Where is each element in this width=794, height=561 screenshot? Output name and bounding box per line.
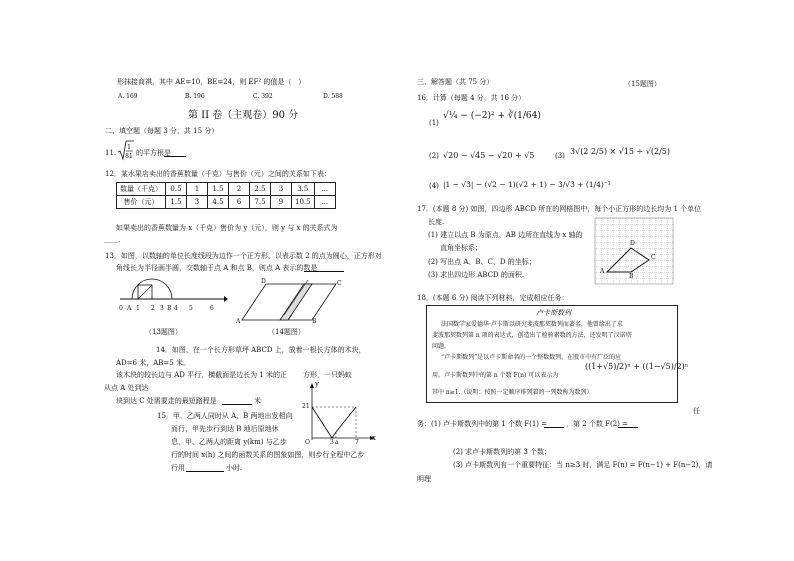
fig14-caption: （14题图） bbox=[268, 328, 305, 336]
box-line: 法国数学家爱德华·卢卡斯以研究斐波那契数列而著名，他曾给出了求 bbox=[441, 321, 623, 328]
q12-text: 12．某水果店卖出的香蕉数量（千克）与售价（元）之间的关系如下表： bbox=[105, 170, 331, 178]
numberline-label: 1 bbox=[136, 305, 140, 312]
q17-line-2: 长度. bbox=[428, 218, 445, 226]
q14-line-5: 块到达 C 处需要走的最短路程是 bbox=[116, 397, 217, 405]
q15-answer-blank[interactable] bbox=[186, 471, 224, 472]
numberline-label: A bbox=[127, 305, 132, 312]
option-a[interactable]: A. 169 bbox=[118, 93, 138, 100]
q15-line-4: 行的时间 x(h) 之间的函数关系的图象如图，则步行全程中乙步 bbox=[171, 451, 365, 459]
fig14-label: A bbox=[236, 318, 241, 325]
table-cell: 6 bbox=[229, 196, 250, 209]
graph-axis-label: O bbox=[305, 439, 310, 446]
table-row bbox=[117, 196, 336, 209]
table-cell: 2 bbox=[229, 183, 250, 196]
table-cell: 1.5 bbox=[208, 183, 229, 196]
fig14-label: C bbox=[337, 280, 342, 287]
q14-line-1: 14．如图，在一个长方形草坪 ABCD 上，放着一根长方体的木块， bbox=[156, 346, 366, 354]
grid-label: C bbox=[651, 254, 656, 261]
q16-expr-2: √20 − √45 − √20 + √5 bbox=[443, 151, 535, 160]
q13-answer-blank[interactable] bbox=[304, 271, 344, 272]
q15-line-5: 行用 bbox=[171, 464, 185, 472]
q11-sqrt-icon bbox=[117, 140, 135, 162]
table-row bbox=[117, 183, 336, 196]
section-2-title: 第 II 卷（主观卷）90 分 bbox=[188, 110, 299, 121]
q17-sub-1b: 直角坐标系； bbox=[440, 244, 482, 252]
q15-line-1: 15．甲、乙两人同时从 A、B 两地出发相向 bbox=[157, 412, 293, 420]
grid-label: A bbox=[600, 268, 605, 275]
table-cell: 售价（元） bbox=[117, 196, 166, 209]
q16-expr-1: √¼ − (−2)² + ∛(1/64) bbox=[443, 111, 541, 121]
q14-line-3b: 方形，一只蚂蚁 bbox=[303, 371, 352, 379]
fill-blank-heading: 二、填空题（每题 3 分、共 15 分） bbox=[105, 127, 219, 135]
q16-item-1: (1) bbox=[429, 119, 439, 127]
task1-blank-a[interactable] bbox=[544, 427, 564, 428]
box-line: 问题。 bbox=[432, 343, 451, 350]
task-3-end: 明理 bbox=[417, 475, 431, 483]
numberline-label: 3 bbox=[160, 305, 164, 312]
section-3-heading: 三、解答题（共 75 分） bbox=[417, 78, 494, 86]
q14-line-4: 从点 A 处到达 bbox=[104, 384, 149, 392]
q16-item-2: (2) bbox=[429, 152, 439, 160]
table-cell: 1 bbox=[187, 183, 208, 196]
q17-sub-3: (3) 求出四边形 ABCD 的面积. bbox=[428, 271, 525, 279]
table-cell: … bbox=[314, 183, 335, 196]
q16-item-4: (4) bbox=[429, 182, 439, 190]
table-cell: … bbox=[314, 196, 335, 209]
table-cell: 4.5 bbox=[208, 196, 229, 209]
box-title: 卢卡斯数列 bbox=[536, 309, 571, 317]
task-2: (2) 求卢卡斯数列的第 3 个数； bbox=[453, 448, 552, 456]
numberline-label: B bbox=[167, 305, 172, 312]
svg-text:1: 1 bbox=[127, 144, 131, 151]
grid-quadrilateral-figure bbox=[595, 218, 675, 284]
box-line: 其中 n≥1.（说明：按照一定顺序排列着的一列数称为数列） bbox=[432, 389, 593, 396]
q14-line-2: AD=6 米，AB=5 米。 bbox=[116, 359, 190, 367]
option-c[interactable]: C. 392 bbox=[253, 93, 273, 100]
table-cell: 9 bbox=[271, 196, 292, 209]
grid-label: D bbox=[630, 240, 635, 247]
q10-continuation: 形抹接商祺，其中 AE=10，BE=24，则 EF² 的值是（ ） bbox=[117, 78, 306, 86]
option-d[interactable]: D. 588 bbox=[323, 93, 343, 100]
task-1: 务：(1) 卢卡斯数列中的第 1 个数 F(1) = bbox=[417, 420, 548, 428]
graph-axis-label: a bbox=[335, 439, 339, 446]
table-cell: 7.5 bbox=[250, 196, 271, 209]
numberline-label: 0 bbox=[119, 305, 123, 312]
q13-line-2: 角线长为半径画半圆，交数轴于点 A 和点 B，则点 A 表示的数是 bbox=[116, 264, 318, 272]
q14-line-3: 该木块的较长边与 AD 平行，横截面是边长为 1 米的正 bbox=[116, 371, 288, 379]
q17-line-1: 17．(本题 8 分) 如图，四边形 ABCD 所在的网格图中，每个小正方形的边长均为 1 个单位 bbox=[417, 205, 702, 213]
q17-sub-2: (2) 写出点 A、B、C、D 的坐标； bbox=[428, 258, 536, 266]
graph-axis-label: x bbox=[372, 434, 376, 442]
q14-answer-blank[interactable] bbox=[222, 404, 252, 405]
graph-axis-label: 7 bbox=[355, 439, 359, 446]
task-3: (3) 卢卡斯数列有一个重要特征：当 n≥3 时，满足 F(n) = F(n−1) + F(n−2)，请 bbox=[453, 461, 713, 469]
lawn-block-figure bbox=[240, 280, 340, 325]
q12-relation-text: 如果卖出的香蕉数量为 x（千克）售价为 y（元），则 y 与 x 的关系式为 bbox=[116, 224, 338, 232]
q13-line-1: 13．如图，以数轴的单位长度线段为边作一个正方形，以表示数 2 的点为圆心，正方形对 bbox=[105, 252, 382, 260]
q12-value-table bbox=[116, 182, 336, 209]
q17-sub-1: (1) 建立以点 B 为原点，AB 边所在直线为 x 轴的 bbox=[428, 231, 583, 239]
fig14-label: D bbox=[261, 278, 266, 285]
q16-expr-3: 3√(2 2/5) × √15 ÷ √(2/5) bbox=[570, 147, 671, 156]
svg-text:81: 81 bbox=[125, 153, 133, 160]
q18-line-1: 18．(本题 6 分) 阅读下列材料，完成相应任务： bbox=[417, 294, 569, 302]
q16-item-3: (3) bbox=[555, 152, 565, 160]
table-cell: 3 bbox=[187, 196, 208, 209]
box-line: 用。卢卡斯数列中的第 n 个数 F(n) 可以表示为 bbox=[432, 372, 559, 379]
q16-expr-4: |1 − √3| − (√2 − 1)(√2 + 1) − 3/√3 + (1/4)⁻¹ bbox=[443, 180, 611, 189]
q15-unit: 小时. bbox=[226, 464, 243, 472]
table-cell: 0.5 bbox=[166, 183, 187, 196]
distance-time-graph bbox=[296, 382, 376, 442]
table-cell: 3 bbox=[271, 183, 292, 196]
q11-number: 11. bbox=[105, 149, 117, 157]
q15-line-3: 息，甲、乙两人的距离 y(km) 与乙步 bbox=[171, 438, 287, 446]
q11-text: 的平方根是 bbox=[136, 149, 171, 157]
fig13-caption: （13题图） bbox=[145, 328, 182, 336]
box-line: “卢卡斯数列”是以卢卡斯命名的一个整数数列，在股市中有广泛的应 bbox=[441, 354, 622, 361]
table-cell: 数量（千克） bbox=[117, 183, 166, 196]
table-cell: 10.5 bbox=[292, 196, 315, 209]
numberline-label: 2 bbox=[151, 305, 155, 312]
task-1b: ，第 2 个数 F(2) = bbox=[566, 420, 628, 428]
graph-axis-label: 3 bbox=[330, 439, 334, 446]
q15-line-2: 而行，甲先步行到达 B 地后原地休 bbox=[171, 425, 279, 433]
box-formula: ((1+√5)/2)ⁿ + ((1−√5)/2)ⁿ bbox=[585, 362, 689, 371]
graph-axis-label: y bbox=[315, 380, 319, 388]
q11-answer-blank[interactable] bbox=[164, 156, 186, 157]
option-b[interactable]: B. 196 bbox=[185, 93, 205, 100]
task1-blank-b[interactable] bbox=[618, 427, 638, 428]
table-cell: 3.5 bbox=[292, 183, 315, 196]
numberline-label: 6 bbox=[210, 305, 214, 312]
q12-answer-blank[interactable]: ＿＿. bbox=[104, 236, 121, 244]
fig15-caption: （15题图） bbox=[624, 80, 661, 88]
numberline-label: 4 bbox=[174, 305, 178, 312]
table-cell: 2.5 bbox=[250, 183, 271, 196]
numberline-label: 5 bbox=[189, 305, 193, 312]
q16-title: 16．计算（每题 4 分，共 16 分） bbox=[417, 94, 526, 102]
box-line: 斐波那契数列第 n 项的表达式，创造出了检验素数的方法，还发明了汉诺塔 bbox=[432, 332, 632, 339]
fig14-label: B bbox=[312, 318, 317, 325]
graph-axis-label: 21 bbox=[302, 403, 310, 410]
q14-unit: 米 bbox=[254, 397, 261, 405]
ren-char: 任 bbox=[693, 407, 700, 415]
table-cell: 1.5 bbox=[166, 196, 187, 209]
grid-label: B bbox=[629, 273, 634, 280]
